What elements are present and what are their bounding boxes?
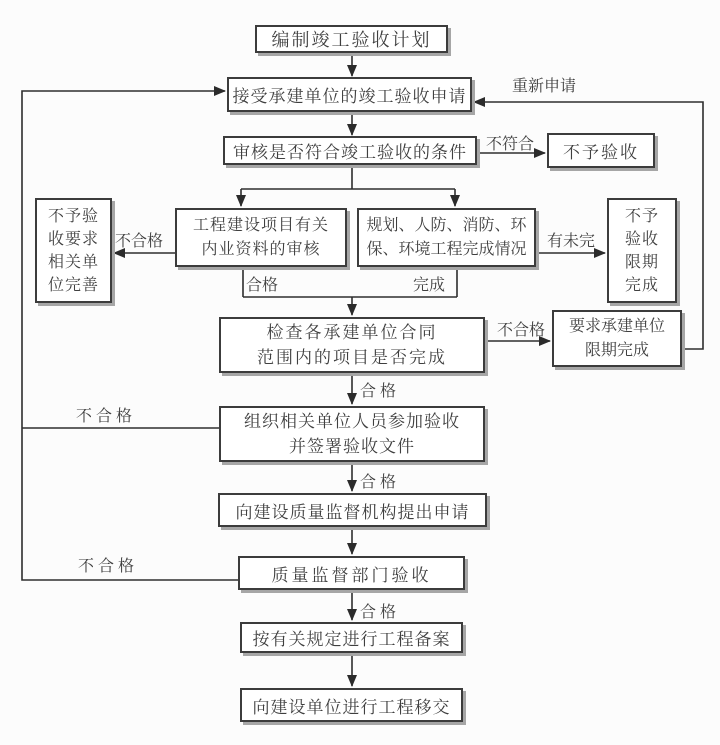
node-label: 限期完成: [584, 341, 649, 359]
node-planning-fire-env-completion: [357, 208, 536, 267]
edge-label-unqualified-check: 不合格: [497, 322, 546, 339]
edge-left-feedback: [22, 91, 238, 580]
node-check-contract-scope-completion: [219, 317, 485, 373]
node-project-handover: [240, 688, 463, 722]
edge-label-unqualified-docs: 不合格: [115, 233, 164, 250]
edge-review-split: [241, 165, 455, 189]
edge-label-qualified-organize: 合 格: [360, 474, 397, 491]
node-label: 组织相关单位人员参加验收: [244, 412, 460, 431]
edge-label-completed: 完成: [413, 277, 446, 294]
node-label: 按有关规定进行工程备案: [252, 630, 451, 649]
node-label: 向建设单位进行工程移交: [252, 697, 451, 717]
node-label: 完成: [624, 276, 659, 294]
node-label: 向建设质量监督机构提出申请: [235, 502, 470, 522]
node-accept-application: [227, 77, 472, 112]
node-label: 要求承建单位: [568, 317, 665, 335]
node-label: 相关单: [47, 253, 99, 271]
node-project-filing: [240, 622, 463, 653]
node-label: 编制竣工验收计划: [271, 30, 432, 50]
edge-label-incomplete: 有未完: [547, 233, 596, 250]
edge-label-qualified-docs: 合格: [246, 277, 279, 294]
node-internal-docs-review: [175, 208, 347, 267]
edge-label-qualified-check: 合 格: [360, 383, 397, 400]
node-prepare-acceptance-plan: [255, 25, 448, 53]
node-label: 质量监督部门验收: [271, 565, 432, 585]
edge-label-qualified-supervise: 合 格: [360, 604, 397, 621]
edge-label-not-conform: 不符合: [486, 136, 535, 153]
node-label: 接受承建单位的竣工验收申请: [232, 87, 467, 106]
node-require-contractor-deadline: [552, 310, 682, 367]
node-label: 不予: [624, 207, 659, 225]
node-quality-supervision-acceptance: [238, 556, 465, 590]
edge-label-unqualified-supervise: 不 合 格: [78, 558, 135, 575]
node-label: 保、环境工程完成情况: [366, 240, 527, 258]
node-organize-units-acceptance: [219, 406, 485, 462]
node-label: 并签署验收文件: [289, 437, 415, 456]
node-label: 不予验收: [563, 143, 639, 162]
node-review-conditions: [223, 136, 477, 165]
node-label: 检查各承建单位合同: [266, 323, 438, 342]
node-no-acceptance: [547, 133, 655, 168]
node-label: 位完善: [47, 276, 99, 294]
node-label: 不予验: [47, 207, 99, 225]
node-label: 范围内的项目是否完成: [257, 348, 447, 367]
node-label: 验收: [624, 230, 659, 248]
node-label: 内业资料的审核: [201, 240, 321, 258]
edge-label-unqualified-organize: 不 合 格: [76, 408, 133, 425]
node-no-acceptance-require-improvement: [35, 198, 112, 303]
node-apply-quality-supervision: [218, 493, 487, 527]
node-label: 工程建设项目有关: [192, 216, 329, 234]
node-label: 规划、人防、消防、环: [366, 216, 527, 234]
node-no-acceptance-deadline: [607, 198, 677, 303]
edge-label-reapply: 重新申请: [511, 78, 576, 95]
node-label: 限期: [624, 253, 659, 271]
node-label: 收要求: [47, 230, 99, 248]
node-label: 审核是否符合竣工验收的条件: [233, 143, 467, 162]
